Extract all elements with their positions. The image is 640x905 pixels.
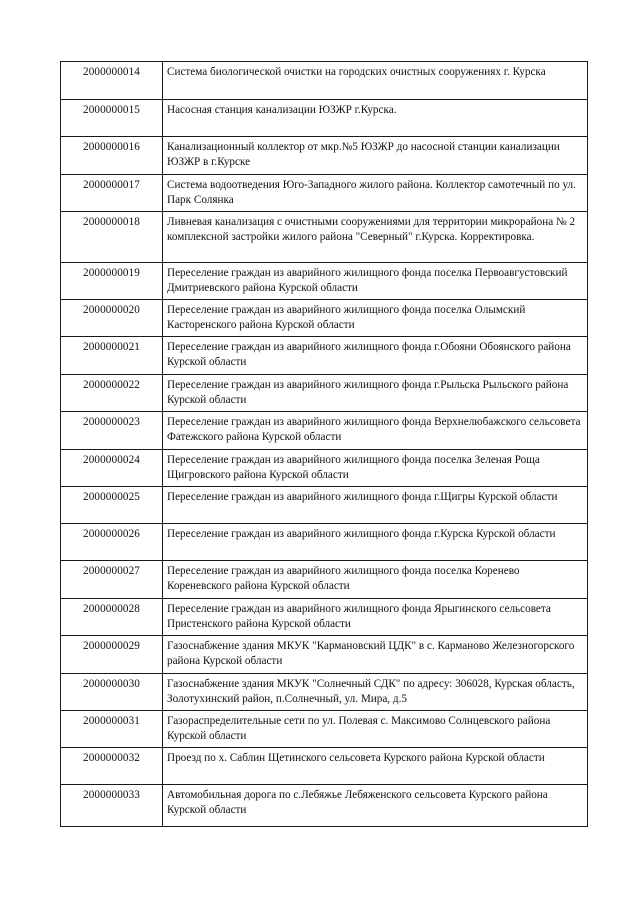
object-description: Газоснабжение здания МКУК "Кармановский ЦДК" в с. Карманово Железногорского района Курской области <box>163 636 588 674</box>
table-row <box>61 487 588 524</box>
table-row <box>61 212 588 263</box>
object-code: 2000000032 <box>61 748 163 785</box>
object-code: 2000000017 <box>61 175 163 212</box>
object-code: 2000000020 <box>61 300 163 337</box>
object-code: 2000000018 <box>61 212 163 263</box>
object-register-table <box>60 61 588 827</box>
object-code: 2000000015 <box>61 100 163 137</box>
table-row <box>61 263 588 300</box>
table-row <box>61 100 588 137</box>
table-row <box>61 785 588 827</box>
table-row <box>61 674 588 711</box>
object-description: Переселение граждан из аварийного жилищного фонда г.Обояни Обоянского района Курской области <box>163 337 588 375</box>
object-code: 2000000029 <box>61 636 163 674</box>
object-description: Канализационный коллектор от мкр.№5 ЮЗЖР до насосной станции канализации ЮЗЖР в г.Курске <box>163 137 588 175</box>
table-row <box>61 62 588 100</box>
object-code: 2000000031 <box>61 711 163 748</box>
object-description: Система биологической очистки на городских очистных сооружениях г. Курска <box>163 62 588 100</box>
object-description: Насосная станция канализации ЮЗЖР г.Курска. <box>163 100 588 137</box>
object-code: 2000000016 <box>61 137 163 175</box>
object-description: Газоснабжение здания МКУК "Солнечный СДК" по адресу: 306028, Курская область, Золотухинский район, п.Солнечный, ул. Мира, д.5 <box>163 674 588 711</box>
object-description: Переселение граждан из аварийного жилищного фонда Ярыгинского сельсовета Пристенского района Курской области <box>163 599 588 636</box>
object-description: Переселение граждан из аварийного жилищного фонда поселка Коренево Кореневского района Курской области <box>163 561 588 599</box>
object-description: Проезд по х. Саблин Щетинского сельсовета Курского района Курской области <box>163 748 588 785</box>
table-row <box>61 636 588 674</box>
object-code: 2000000025 <box>61 487 163 524</box>
table-row <box>61 137 588 175</box>
table-row <box>61 561 588 599</box>
object-code: 2000000014 <box>61 62 163 100</box>
table-row <box>61 300 588 337</box>
object-description: Ливневая канализация с очистными сооружениями для территории микрорайона № 2 комплексной застройки жилого района "Северный" г.Курска. Корректировка. <box>163 212 588 263</box>
object-description: Переселение граждан из аварийного жилищного фонда Верхнелюбажского сельсовета Фатежского района Курской области <box>163 412 588 450</box>
table-row <box>61 175 588 212</box>
table-row <box>61 524 588 561</box>
object-description: Автомобильная дорога по с.Лебяжье Лебяженского сельсовета Курского района Курской области <box>163 785 588 827</box>
object-code: 2000000028 <box>61 599 163 636</box>
object-code: 2000000033 <box>61 785 163 827</box>
object-description: Система водоотведения Юго-Западного жилого района. Коллектор самотечный по ул. Парк Солянка <box>163 175 588 212</box>
object-code: 2000000024 <box>61 450 163 487</box>
object-code: 2000000023 <box>61 412 163 450</box>
object-description: Переселение граждан из аварийного жилищного фонда поселка Первоавгустовский Дмитриевского района Курской области <box>163 263 588 300</box>
object-description: Переселение граждан из аварийного жилищного фонда поселка Олымский Касторенского района Курской области <box>163 300 588 337</box>
object-description: Переселение граждан из аварийного жилищного фонда г.Щигры Курской области <box>163 487 588 524</box>
object-description: Переселение граждан из аварийного жилищного фонда г.Рыльска Рыльского района Курской области <box>163 375 588 412</box>
object-code: 2000000021 <box>61 337 163 375</box>
object-description: Газораспределительные сети по ул. Полевая с. Максимово Солнцевского района Курской области <box>163 711 588 748</box>
table-row <box>61 711 588 748</box>
object-code: 2000000019 <box>61 263 163 300</box>
object-code: 2000000022 <box>61 375 163 412</box>
table-row <box>61 337 588 375</box>
object-code: 2000000026 <box>61 524 163 561</box>
table-row <box>61 412 588 450</box>
object-description: Переселение граждан из аварийного жилищного фонда г.Курска Курской области <box>163 524 588 561</box>
table-row <box>61 450 588 487</box>
table-row <box>61 748 588 785</box>
object-code: 2000000030 <box>61 674 163 711</box>
object-description: Переселение граждан из аварийного жилищного фонда поселка Зеленая Роща Щигровского района Курской области <box>163 450 588 487</box>
object-code: 2000000027 <box>61 561 163 599</box>
table-row <box>61 599 588 636</box>
table-row <box>61 375 588 412</box>
